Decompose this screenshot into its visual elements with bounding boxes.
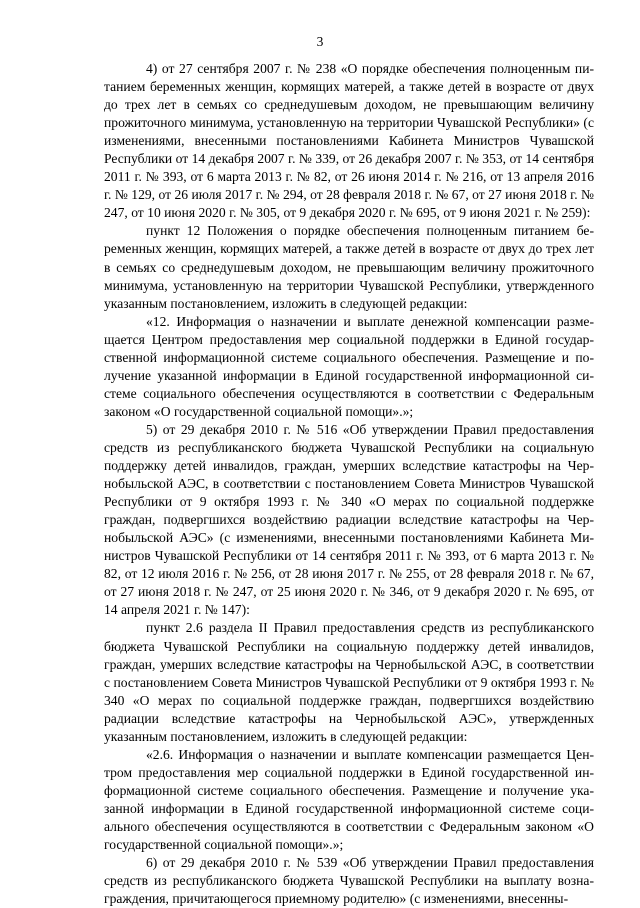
paragraph-item-4: 4) от 27 сентября 2007 г. № 238 «О порядке обеспечения полноценным питанием беременных женщин, кормящих матерей, а также детей в возрасте от двух до трех лет в семьях со среднедушевым доходом, не превышающим величину прожиточного минимума, установленную на территории Чувашской Республики» (с изменениями, внесенными постановлениями Кабинета Министров Чувашской Республики от 14 декабря 2007 г. № 339, от 26 декабря 2007 г. № 353, от 14 сентября 2011 г. № 393, от 6 марта 2013 г. № 82, от 26 июня 2014 г. № 216, от 13 апреля 2016 г. № 129, от 26 июля 2017 г. № 294, от 28 февраля 2018 г. № 67, от 27 июня 2018 г. № 247, от 10 июня 2020 г. № 305, от 9 декабря 2020 г. № 695, от 9 июня 2021 г. № 259):: [104, 61, 594, 221]
page-number: 3: [316, 34, 324, 49]
paragraph-clause-12-amendment: пункт 12 Положения о порядке обеспечения полноценным питанием беременных женщин, кормящих матерей, а также детей в возрасте от двух до трех лет в семьях со среднедушевым доходом, не превышающим величину прожиточного минимума, установленную на территории Чувашской Республики, утвержденного указанным постановлением, изложить в следующей редакции:: [104, 223, 594, 311]
paragraph-clause-12-new-text: «12. Информация о назначении и выплате денежной компенсации размещается Центром предоставления мер социальной поддержки в Единой государственной информационной системе социального обеспечения. Размещение и получение указанной информации в Единой государственной информационной системе социального обеспечения осуществляются в соответствии с Федеральным законом «О государственной социальной помощи».»;: [104, 313, 594, 419]
paragraph-item-5: 5) от 29 декабря 2010 г. № 516 «Об утверждении Правил предоставления средств из республиканского бюджета Чувашской Республики на социальную поддержку детей инвалидов, граждан, умерших вследствие катастрофы на Чернобыльской АЭС, в соответствии с постановлением Совета Министров Чувашской Республики от 9 октября 1993 г. № 340 «О мерах по социальной поддержке граждан, подвергшихся воздействию радиации вследствие катастрофы на Чернобыльской АЭС» (с изменениями, внесенными постановлениями Кабинета Министров Чувашской Республики от 14 сентября 2011 г. № 393, от 6 марта 2013 г. № 82, от 12 июля 2016 г. № 256, от 28 июня 2017 г. № 255, от 28 февраля 2018 г. № 67, от 27 июня 2018 г. № 247, от 25 июня 2020 г. № 346, от 9 декабря 2020 г. № 695, от 14 апреля 2021 г. № 147):: [104, 421, 594, 618]
paragraph-clause-2-6-amendment: пункт 2.6 раздела II Правил предоставления средств из республиканского бюджета Чувашской Республики на социальную поддержку детей инвалидов, граждан, умерших вследствие катастрофы на Чернобыльской АЭС, в соответствии с постановлением Совета Министров Чувашской Республики от 9 октября 1993 г. № 340 «О мерах по социальной поддержке граждан, подвергшихся воздействию радиации вследствие катастрофы на Чернобыльской АЭС», утвержденных указанным постановлением, изложить в следующей редакции:: [104, 620, 594, 744]
paragraph-clause-2-6-new-text: «2.6. Информация о назначении и выплате компенсации размещается Центром предоставления мер социальной поддержки в Единой государственной информационной системе социального обеспечения. Размещение и получение указанной информации в Единой государственной информационной системе социального обеспечения осуществляются в соответствии с Федеральным законом «О государственной социальной помощи».»;: [104, 746, 594, 853]
document-body: [104, 60, 594, 908]
paragraph-item-6: 6) от 29 декабря 2010 г. № 539 «Об утверждении Правил предоставления средств из республиканского бюджета Чувашской Республики на выплату вознаграждения, причитающегося приемному родителю» (с изменениями, внесенны-: [104, 855, 594, 907]
